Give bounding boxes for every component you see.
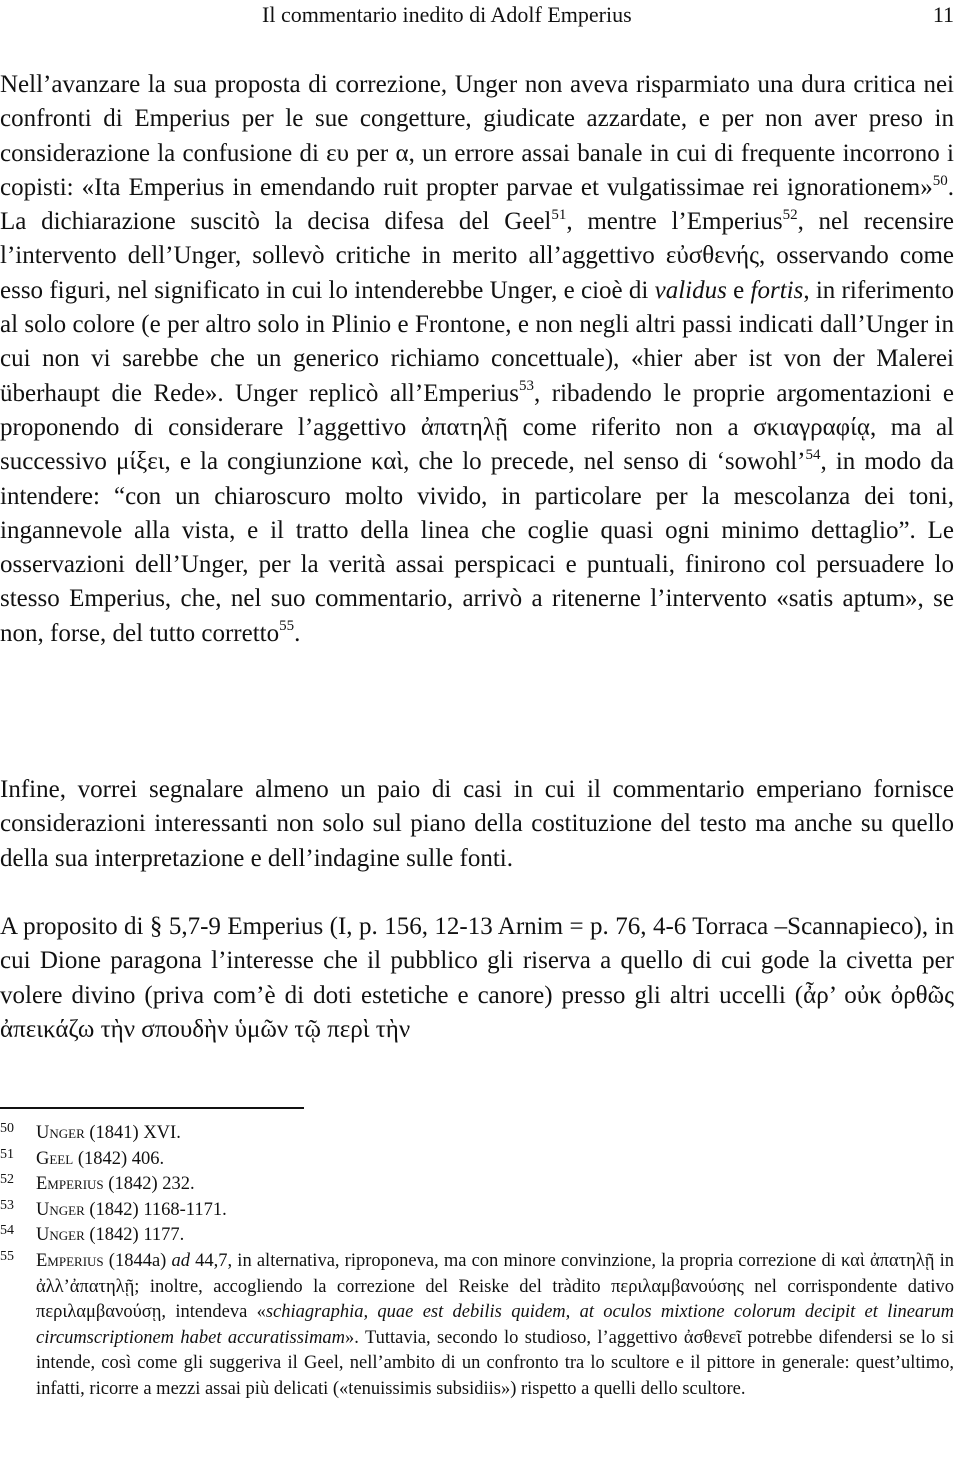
footnote-author: Geel [36, 1148, 74, 1169]
footnote-separator [0, 1107, 304, 1109]
footnote-number: 55 [0, 1248, 14, 1264]
footnote-ref-54[interactable]: 54 [805, 446, 821, 463]
footnote-author: Emperius [36, 1250, 104, 1271]
footnote-number: 51 [0, 1146, 14, 1162]
footnote-51: 51 Geel (1842) 406. [0, 1147, 954, 1173]
paragraph-1: Nell’avanzare la sua proposta di correzione, Unger non aveva risparmiato una dura critica nei confronti di Emperius per le sue congetture, giudicate azzardate, e per non aver preso in considerazione la confusione di ευ per α, un errore assai banale in cui di frequente incorrono i copisti: «Ita Emperius in emendando ruit propter parvae et vulgatissimae rei ignorationem»$^{50}$. La dichiarazione suscitò la decisa difesa del Geel$^{51}$, mentre l’Emperius$^{52}$, nel recensire l’intervento dell’Unger, sollevò critiche in merito all’aggettivo εὐσθενής, osservando come esso figuri, nel significato in cui lo intenderebbe Unger, e cioè di validus e fortis, in riferimento al solo colore (e per altro solo in Plinio e Frontone, e non negli altri passi indicati dall’Unger in cui non vi sarebbe che un generico richiamo concettuale), «hier aber ist von der Malerei überhaupt die Rede». Unger replicò all’Emperius$^{53}$, ribadendo le proprie argomentazioni e proponendo di considerare l’aggettivo ἀπατηλῇ come riferito non a σκιαγραφίᾳ, ma al successivo μίξει, e la congiunzione καὶ, che lo precede, nel senso di ‘sowohl’$^{54}$, in modo da intendere: “con un chiaroscuro molto vivido, in particolare per la mescolanza dei toni, ingannevole alla vista, e il tratto della linea che coglie quasi ogni minimo dettaglio”. Le osservazioni dell’Unger, per la verità assai perspicaci e puntuali, finirono col persuadere lo stesso Emperius, che, nel suo commentario, arrivò a ritenerne l’intervento «satis aptum», se non, forse, del tutto corretto$^{55}$. [0, 71, 954, 647]
footnote-number: 53 [0, 1197, 14, 1213]
footnote-number: 52 [0, 1172, 14, 1188]
footnote-ref-50[interactable]: 50 [932, 172, 948, 189]
footnote-50: 50 Unger (1841) XVI. [0, 1121, 954, 1147]
footnote-author: Unger [36, 1199, 85, 1220]
footnote-author: Unger [36, 1123, 85, 1143]
page-number: 11 [932, 2, 954, 27]
footnote-54: 54 Unger (1842) 1177. [0, 1223, 954, 1249]
footnote-author: Emperius [36, 1174, 104, 1195]
latin-quotation: schiagraphia, quae est debilis quidem, at oculos mixtione colorum decipit et linearum circumscriptionem habet accuratissimam [36, 1302, 954, 1348]
footnote-ref-51[interactable]: 51 [551, 206, 567, 223]
footnote-number: 54 [0, 1223, 14, 1239]
footnotes [0, 1121, 954, 1403]
paragraph-3: A proposito di § 5,7-9 Emperius (I, p. 156, 12-13 Arnim = p. 76, 4-6 Torraca –Scannapieco), in cui Dione paragona l’interesse che il pubblico gli riserva a quello di cui gode la civetta per volere divino (priva com’è di doti estetiche e canore) presso gli altri uccelli (ἆρ’ οὐκ ὀρθῶς ἀπεικάζω τὴν σπουδὴν ὑμῶν τῷ περὶ τὴν [0, 913, 954, 1043]
footnote-author: Unger [36, 1225, 85, 1246]
footnote-53: 53 Unger (1842) 1168-1171. [0, 1198, 954, 1224]
footnote-ref-53[interactable]: 53 [519, 378, 535, 395]
footnote-number: 50 [0, 1121, 14, 1136]
paragraph-2: Infine, vorrei segnalare almeno un paio di casi in cui il commentario emperiano fornisce considerazioni interessanti non solo sul piano della costituzione del testo ma anche su quello della sua interpretazione e dell’indagine sulle fonti. [0, 776, 954, 872]
footnote-52: 52 Emperius (1842) 232. [0, 1172, 954, 1198]
running-title: Il commentario inedito di Adolf Emperius [262, 2, 632, 27]
footnote-ref-52[interactable]: 52 [782, 206, 798, 223]
footnote-55: 55 Emperius (1844a) ad 44,7, in alternativa, riproponeva, ma con minore convinzione, la propria correzione di καὶ ἀπατηλῇ in ἀλλ’ἀπατηλῇ; inoltre, accogliendo la correzione del Reiske del tràdito περιλαμβανούσης nel corrispondente dativo περιλαμβανούσῃ, intendeva «schiagraphia, quae est debilis quidem, at oculos mixtione colorum decipit et linearum circumscriptionem habet accuratissimam». Tuttavia, secondo lo studioso, l’aggettivo ἀσθενεῖ potrebbe difendersi se lo si intende, così come gli suggeriva il Geel, nell’ambito di un confronto tra lo scultore e il pittore in generale: quest’ultimo, infatti, ricorre a mezzi assai più delicati («tenuissimis subsidiis») rispetto a quelli dello scultore. [0, 1249, 954, 1403]
footnote-ref-55[interactable]: 55 [279, 618, 295, 635]
